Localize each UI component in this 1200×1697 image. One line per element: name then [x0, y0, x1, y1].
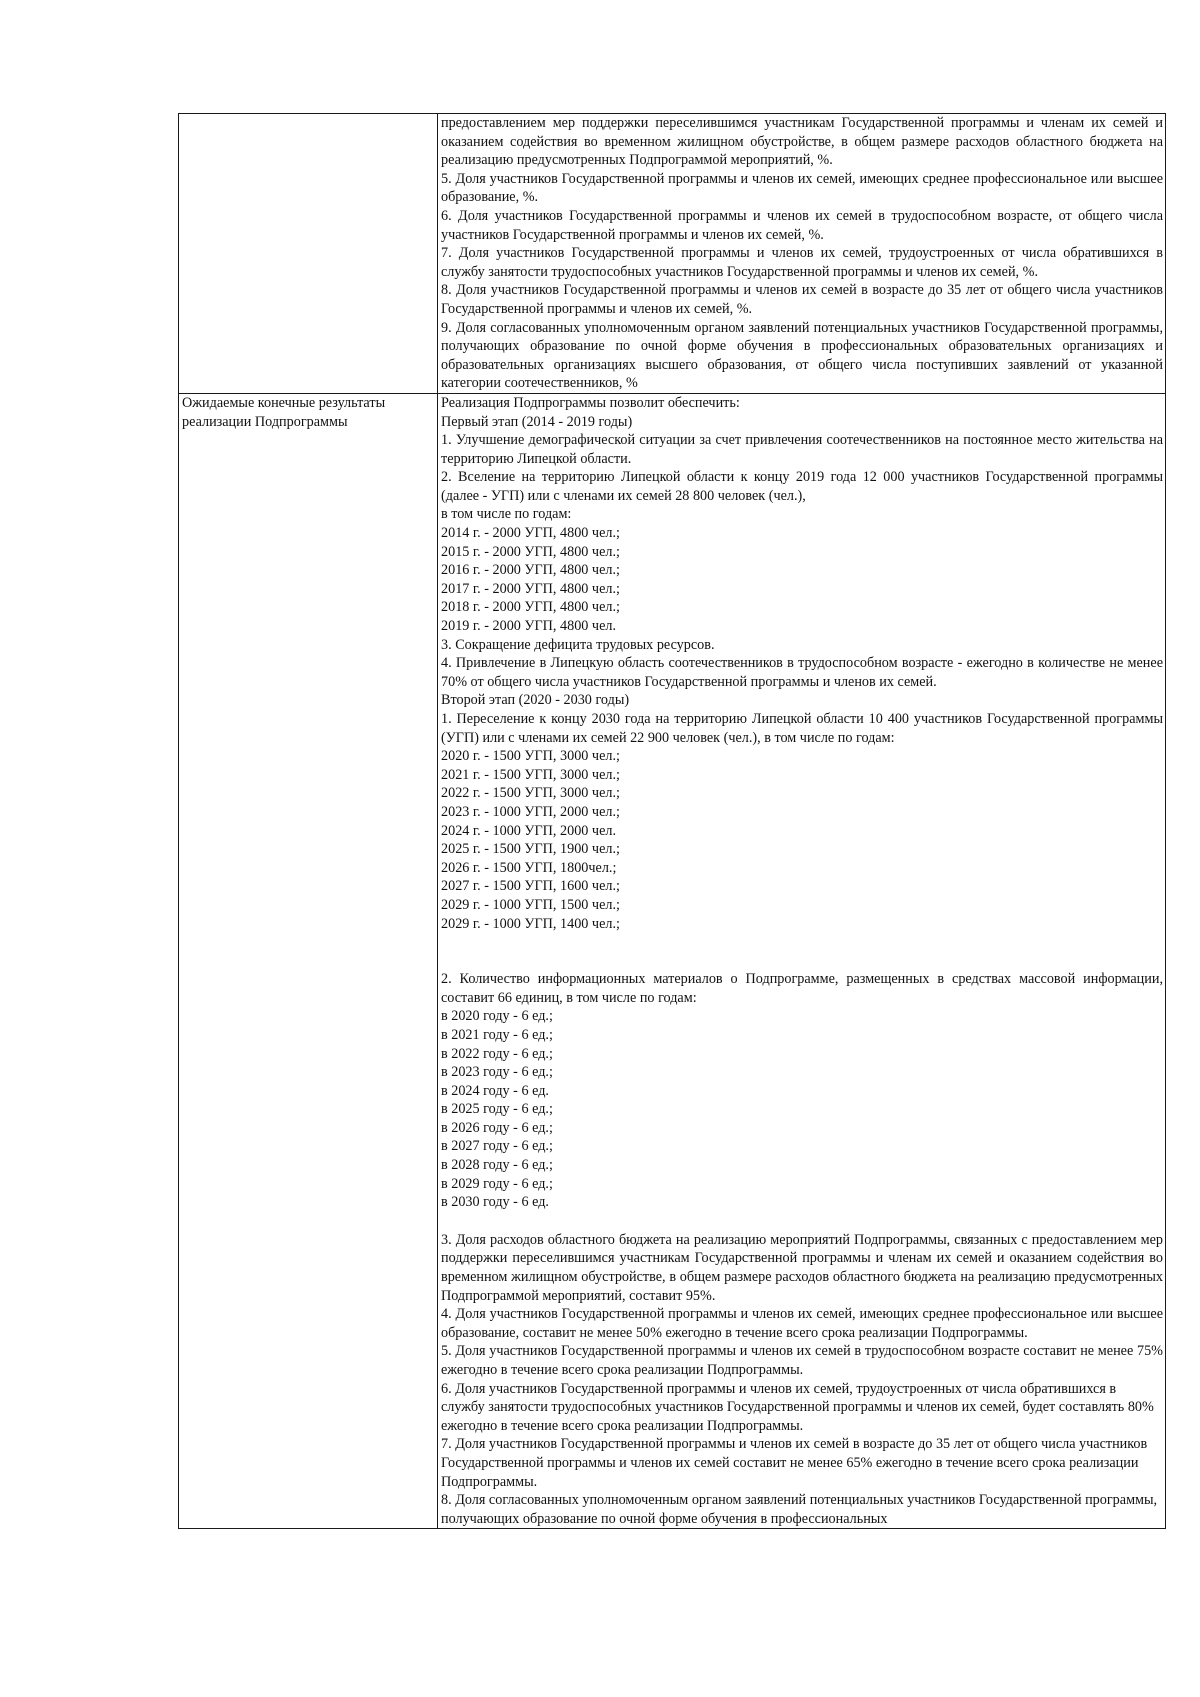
media-year-line: в 2022 году - 6 ед.;: [441, 1045, 553, 1062]
stage1-title: Первый этап (2014 - 2019 годы): [441, 413, 633, 430]
stage1-year-line: 2017 г. - 2000 УГП, 4800 чел.;: [441, 580, 620, 597]
media-year-line: в 2027 году - 6 ед.;: [441, 1138, 553, 1155]
stage2-year-line: 2026 г. - 1500 УГП, 1800чел.;: [441, 859, 617, 876]
media-year-line: в 2021 году - 6 ед.;: [441, 1026, 553, 1043]
stage2-item-4: 4. Доля участников Государственной программы и членов их семей, имеющих среднее профессиональное или высшее образование, составит не менее 50% ежегодно в течение всего срока реализации Подпрограммы.: [441, 1306, 1163, 1341]
stage1-by-years: в том числе по годам:: [441, 506, 572, 523]
media-year-line: в 2028 году - 6 ед.;: [441, 1157, 553, 1174]
indicator-4-continuation: предоставлением мер поддержки переселившимся участникам Государственной программы и членам их семей и оказанием содействия во временном жилищном обустройстве, в общем размере расходов областного бюджета на реализацию предусмотренных Подпрограммой мероприятий, %.: [441, 115, 1163, 169]
stage2-year-line: 2024 г. - 1000 УГП, 2000 чел.: [441, 822, 616, 839]
stage1-year-line: 2018 г. - 2000 УГП, 4800 чел.;: [441, 599, 620, 616]
stage2-item-2: 2. Количество информационных материалов о Подпрограмме, размещенных в средствах массовой информации, составит 66 единиц, в том числе по годам:: [441, 971, 1163, 1006]
media-year-line: в 2020 году - 6 ед.;: [441, 1008, 553, 1025]
blank-spacer: [441, 1212, 1163, 1231]
stage1-year-line: 2014 г. - 2000 УГП, 4800 чел.;: [441, 525, 620, 542]
row1-content-cell: [438, 114, 1166, 394]
media-year-line: в 2024 году - 6 ед.: [441, 1082, 549, 1099]
media-year-line: в 2025 году - 6 ед.;: [441, 1101, 553, 1118]
stage2-year-line: 2021 г. - 1500 УГП, 3000 чел.;: [441, 766, 620, 783]
indicator-8: 8. Доля участников Государственной программы и членов их семей в возрасте до 35 лет от общего числа участников Государственной программы и членов их семей, %.: [441, 282, 1163, 317]
subprogram-passport-table: [178, 113, 1166, 1529]
stage2-year-line: 2027 г. - 1500 УГП, 1600 чел.;: [441, 878, 620, 895]
stage1-item-4: 4. Привлечение в Липецкую область соотечественников в трудоспособном возрасте - ежегодно в количестве не менее 70% от общего числа участников Государственной программы и членов их семей.: [441, 655, 1163, 690]
indicator-7: 7. Доля участников Государственной программы и членов их семей, трудоустроенных от числа обратившихся в службу занятости трудоспособных участников Государственной программы и членов их семей, %.: [441, 245, 1163, 280]
indicator-5: 5. Доля участников Государственной программы и членов их семей, имеющих среднее профессиональное или высшее образование, %.: [441, 170, 1163, 206]
expected-results-content: [438, 393, 1166, 1528]
stage2-item-5: 5. Доля участников Государственной программы и членов их семей в трудоспособном возрасте составит не менее 75% ежегодно в течение всего срока реализации Подпрограммы.: [441, 1343, 1163, 1378]
row1-label-cell: [179, 114, 438, 394]
table-row-expected-results: [179, 393, 1166, 1528]
stage2-item-3: 3. Доля расходов областного бюджета на реализацию мероприятий Подпрограммы, связанных с предоставлением мер поддержки переселившимся участникам Государственной программы и членам их семей и оказанием содействия во временном жилищном обустройстве, в общем размере расходов областного бюджета на реализацию предусмотренных Подпрограммой мероприятий, составит 95%.: [441, 1231, 1163, 1304]
stage2-year-line: 2029 г. - 1000 УГП, 1500 чел.;: [441, 896, 620, 913]
media-year-line: в 2023 году - 6 ед.;: [441, 1064, 553, 1081]
indicator-6: 6. Доля участников Государственной программы и членов их семей в трудоспособном возрасте, от общего числа участников Государственной программы и членов их семей, %.: [441, 207, 1163, 243]
blank-spacer: [441, 933, 1163, 970]
results-intro: Реализация Подпрограммы позволит обеспечить:: [441, 394, 740, 411]
stage2-year-line: 2023 г. - 1000 УГП, 2000 чел.;: [441, 803, 620, 820]
stage1-item-3: 3. Сокращение дефицита трудовых ресурсов.: [441, 636, 715, 653]
stage2-year-line: 2020 г. - 1500 УГП, 3000 чел.;: [441, 748, 620, 765]
stage1-item-2: 2. Вселение на территорию Липецкой области к концу 2019 года 12 000 участников Государственной программы (далее - УГП) или с членами их семей 28 800 человек (чел.),: [441, 469, 1163, 504]
stage2-year-line: 2022 г. - 1500 УГП, 3000 чел.;: [441, 785, 620, 802]
stage2-item-1: 1. Переселение к концу 2030 года на территорию Липецкой области 10 400 участников Государственной программы (УГП) или с членами их семей 22 900 человек (чел.), в том числе по годам:: [441, 711, 1163, 746]
stage2-year-line: 2025 г. - 1500 УГП, 1900 чел.;: [441, 841, 620, 858]
media-year-line: в 2029 году - 6 ед.;: [441, 1175, 553, 1192]
table-row-indicators: [179, 114, 1166, 394]
stage2-year-line: 2029 г. - 1000 УГП, 1400 чел.;: [441, 915, 620, 932]
stage1-item-1: 1. Улучшение демографической ситуации за счет привлечения соотечественников на постоянное место жительства на территорию Липецкой области.: [441, 432, 1163, 467]
stage1-year-line: 2019 г. - 2000 УГП, 4800 чел.: [441, 618, 616, 635]
media-year-line: в 2030 году - 6 ед.: [441, 1194, 549, 1211]
media-year-line: в 2026 году - 6 ед.;: [441, 1119, 553, 1136]
stage2-item-7: 7. Доля участников Государственной программы и членов их семей в возрасте до 35 лет от общего числа участников Государственной программы и членов их семей составит не менее 65% ежегодно в течение всего срока реализации Подпрограммы.: [441, 1436, 1148, 1490]
expected-results-label: Ожидаемые конечные результаты реализации Подпрограммы: [179, 393, 438, 1528]
stage2-title: Второй этап (2020 - 2030 годы): [441, 692, 630, 709]
stage1-year-line: 2016 г. - 2000 УГП, 4800 чел.;: [441, 562, 620, 579]
stage2-item-8: 8. Доля согласованных уполномоченным органом заявлений потенциальных участников Государственной программы, получающих образование по очной форме обучения в профессиональных: [441, 1492, 1158, 1527]
indicator-9: 9. Доля согласованных уполномоченным органом заявлений потенциальных участников Государственной программы, получающих образование по очной форме обучения в профессиональных образовательных организациях и образовательных организациях высшего образования, от общего числа поступивших заявлений от указанной категории соотечественников, %: [441, 319, 1163, 392]
stage1-year-line: 2015 г. - 2000 УГП, 4800 чел.;: [441, 543, 620, 560]
stage2-item-6: 6. Доля участников Государственной программы и членов их семей, трудоустроенных от числа обратившихся в службу занятости трудоспособных участников Государственной программы и членов их семей, будет составлять 80% ежегодно в течение всего срока реализации Подпрограммы.: [441, 1380, 1154, 1434]
